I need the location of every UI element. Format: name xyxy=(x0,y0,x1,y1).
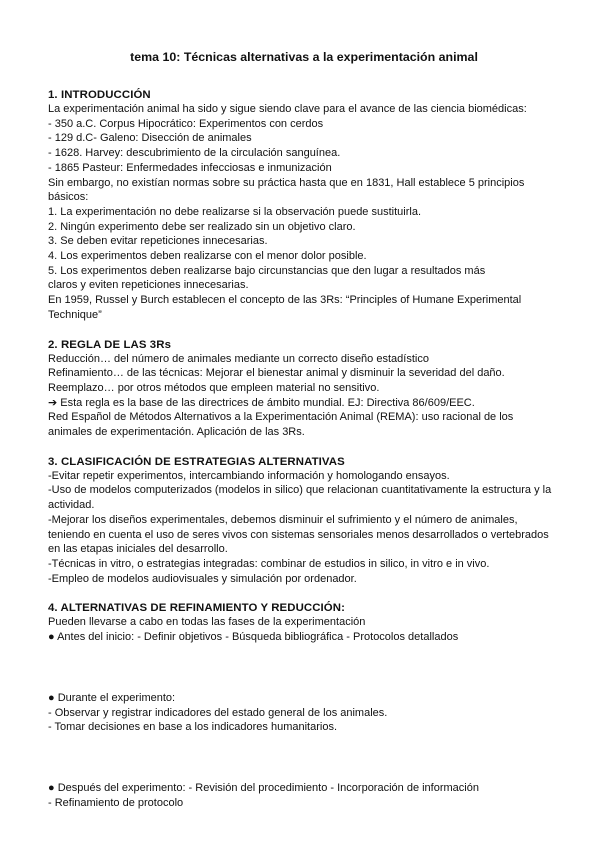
text-line: 3. Se deben evitar repeticiones innecesarias. xyxy=(48,235,268,248)
text-line: ● Después del experimento: - Revisión del procedimiento - Incorporación de información xyxy=(48,781,479,794)
text-line: animales de experimentación. Aplicación de las 3Rs. xyxy=(48,426,305,439)
blank-line xyxy=(48,751,560,765)
text-line: -Técnicas in vitro, o estrategias integradas: combinar de estudios in silico, in vitro e in vivo. xyxy=(48,557,490,570)
document-body xyxy=(48,88,560,810)
text-line: ● Antes del inicio: - Definir objetivos - Búsqueda bibliográfica - Protocolos detallados xyxy=(48,631,459,644)
text-line: - Observar y registrar indicadores del estado general de los animales. xyxy=(48,706,388,719)
text-line: Red Español de Métodos Alternativos a la Experimentación Animal (REMA): uso racional de los xyxy=(48,411,514,424)
text-line: - 350 a.C. Corpus Hipocrático: Experimentos con cerdos xyxy=(48,117,324,130)
text-line: - Tomar decisiones en base a los indicadores humanitarios. xyxy=(48,721,338,734)
text-line: 5. Los experimentos deben realizarse bajo circunstancias que den lugar a resultados más xyxy=(48,264,486,277)
text-line: 4. Los experimentos deben realizarse con el menor dolor posible. xyxy=(48,250,367,263)
section-4 xyxy=(48,601,560,810)
text-line: Technique” xyxy=(48,308,102,321)
text-line: - 129 d.C- Galeno: Disección de animales xyxy=(48,132,252,145)
text-line: En 1959, Russel y Burch establecen el concepto de las 3Rs: “Principles of Humane Experimental xyxy=(48,294,522,307)
text-line: ➔ Esta regla es la base de las directrices de ámbito mundial. EJ: Directiva 86/609/EEC. xyxy=(48,396,475,409)
text-line: Reemplazo… por otros métodos que empleen material no sensitivo. xyxy=(48,381,380,394)
section-heading: 3. CLASIFICACIÓN DE ESTRATEGIAS ALTERNATIVAS xyxy=(48,455,345,468)
text-line: Sin embargo, no existían normas sobre su práctica hasta que en 1831, Hall establece 5 principios xyxy=(48,176,525,189)
document-title: tema 10: Técnicas alternativas a la experimentación animal xyxy=(130,50,478,64)
text-line: Reducción… del número de animales mediante un correcto diseño estadístico xyxy=(48,352,429,365)
text-line: - 1628. Harvey: descubrimiento de la circulación sanguínea. xyxy=(48,147,341,160)
text-line: 1. La experimentación no debe realizarse si la observación puede sustituirla. xyxy=(48,205,421,218)
section-heading: 2. REGLA DE LAS 3Rs xyxy=(48,338,172,351)
text-line: actividad. xyxy=(48,499,95,512)
text-line: Refinamiento… de las técnicas: Mejorar el bienestar animal y disminuir la severidad del daño. xyxy=(48,367,505,380)
text-line: -Empleo de modelos audiovisuales y simulación por ordenador. xyxy=(48,572,357,585)
section-1 xyxy=(48,88,560,323)
text-line: teniendo en cuenta el uso de seres vivos con sistemas sensoriales menos desarrollados o vertebrados xyxy=(48,528,549,541)
text-line: - Refinamiento de protocolo xyxy=(48,796,184,809)
text-line: -Evitar repetir experimentos, intercambiando información y homologando ensayos. xyxy=(48,469,450,482)
text-line: -Uso de modelos computerizados (modelos in silico) que relacionan cuantitativamente la estructura y la xyxy=(48,484,552,497)
text-line: 2. Ningún experimento debe ser realizado sin un objetivo claro. xyxy=(48,220,356,233)
text-line: Pueden llevarse a cabo en todas las fases de la experimentación xyxy=(48,616,366,629)
blank-line xyxy=(48,661,560,675)
text-line: básicos: xyxy=(48,191,89,204)
text-line: en las etapas iniciales del desarrollo. xyxy=(48,543,228,556)
section-heading: 4. ALTERNATIVAS DE REFINAMIENTO Y REDUCCIÓN: xyxy=(48,602,345,615)
text-line: - 1865 Pasteur: Enfermedades infecciosas e inmunización xyxy=(48,161,332,174)
section-heading: 1. INTRODUCCIÓN xyxy=(48,89,151,101)
text-line: claros y eviten repeticiones innecesarias. xyxy=(48,279,249,292)
text-line: ● Durante el experimento: xyxy=(48,691,176,704)
text-line: -Mejorar los diseños experimentales, debemos disminuir el sufrimiento y el número de animales, xyxy=(48,513,518,526)
text-line: La experimentación animal ha sido y sigue siendo clave para el avance de las ciencia biomédicas: xyxy=(48,103,527,115)
section-3 xyxy=(48,455,560,587)
section-2 xyxy=(48,338,560,440)
